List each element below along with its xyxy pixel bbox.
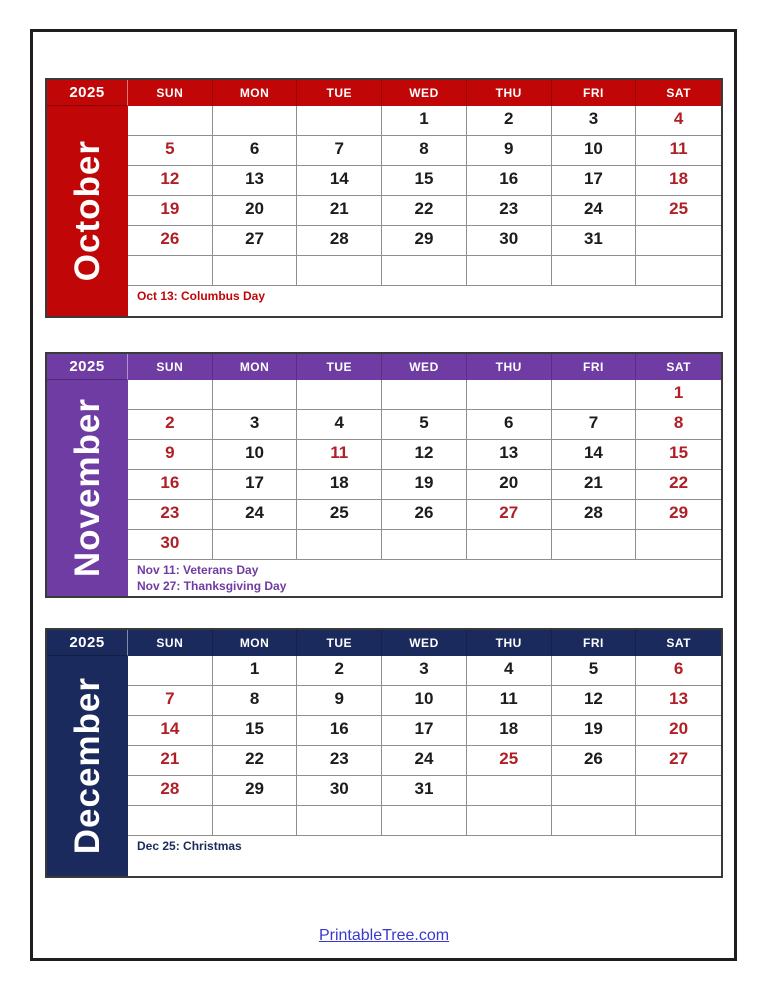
november-header-row <box>47 354 721 380</box>
date-cell-5: 5 <box>552 656 637 686</box>
october-calendar <box>45 78 723 318</box>
date-cell-empty <box>467 806 552 836</box>
date-cell-19: 19 <box>382 470 467 500</box>
date-cell-empty <box>552 256 637 286</box>
date-cell-22: 22 <box>213 746 298 776</box>
date-cell-20: 20 <box>213 196 298 226</box>
december-calendar <box>45 628 723 878</box>
date-cell-12: 12 <box>128 166 213 196</box>
date-cell-25: 25 <box>297 500 382 530</box>
date-cell-4: 4 <box>467 656 552 686</box>
date-cell-9: 9 <box>297 686 382 716</box>
date-cell-empty <box>297 380 382 410</box>
date-cell-empty <box>213 806 298 836</box>
date-cell-empty <box>467 776 552 806</box>
date-cell-empty <box>297 530 382 560</box>
year-label: 2025 <box>47 80 128 106</box>
weekday-label-tue: TUE <box>297 630 382 656</box>
date-cell-empty <box>128 806 213 836</box>
date-cell-16: 16 <box>128 470 213 500</box>
october-holiday-notes <box>128 286 721 316</box>
date-cell-25: 25 <box>636 196 721 226</box>
date-cell-2: 2 <box>128 410 213 440</box>
date-cell-1: 1 <box>636 380 721 410</box>
date-cell-19: 19 <box>128 196 213 226</box>
date-cell-24: 24 <box>213 500 298 530</box>
date-cell-29: 29 <box>213 776 298 806</box>
date-cell-30: 30 <box>297 776 382 806</box>
date-cell-empty <box>467 380 552 410</box>
date-cell-24: 24 <box>382 746 467 776</box>
date-cell-14: 14 <box>128 716 213 746</box>
november-calendar <box>45 352 723 598</box>
weekday-label-tue: TUE <box>297 80 382 106</box>
month-name-label: November <box>67 398 107 578</box>
weekday-label-thu: THU <box>467 80 552 106</box>
date-cell-17: 17 <box>552 166 637 196</box>
date-cell-21: 21 <box>297 196 382 226</box>
weekday-label-fri: FRI <box>552 80 637 106</box>
date-cell-empty <box>297 256 382 286</box>
date-cell-8: 8 <box>213 686 298 716</box>
month-name-label: October <box>67 140 107 282</box>
year-label: 2025 <box>47 354 128 380</box>
date-cell-empty <box>382 380 467 410</box>
november-holiday-notes <box>128 560 721 596</box>
date-cell-empty <box>636 776 721 806</box>
date-cell-8: 8 <box>636 410 721 440</box>
date-cell-22: 22 <box>636 470 721 500</box>
weekday-label-wed: WED <box>382 354 467 380</box>
date-cell-empty <box>213 380 298 410</box>
date-cell-1: 1 <box>382 106 467 136</box>
date-cell-30: 30 <box>128 530 213 560</box>
date-cell-26: 26 <box>382 500 467 530</box>
october-month-column <box>47 106 128 316</box>
date-cell-empty <box>128 106 213 136</box>
december-header-row <box>47 630 721 656</box>
date-cell-11: 11 <box>467 686 552 716</box>
date-cell-17: 17 <box>213 470 298 500</box>
date-cell-16: 16 <box>467 166 552 196</box>
date-cell-25: 25 <box>467 746 552 776</box>
date-cell-empty <box>552 806 637 836</box>
month-name-label: December <box>67 677 107 855</box>
date-cell-26: 26 <box>128 226 213 256</box>
november-date-grid <box>128 380 721 560</box>
december-holiday-notes <box>128 836 721 876</box>
date-cell-empty <box>552 380 637 410</box>
date-cell-2: 2 <box>467 106 552 136</box>
date-cell-9: 9 <box>128 440 213 470</box>
weekday-label-sun: SUN <box>128 354 213 380</box>
date-cell-28: 28 <box>552 500 637 530</box>
date-cell-18: 18 <box>636 166 721 196</box>
date-cell-empty <box>467 256 552 286</box>
date-cell-5: 5 <box>382 410 467 440</box>
date-cell-19: 19 <box>552 716 637 746</box>
date-cell-21: 21 <box>128 746 213 776</box>
date-cell-1: 1 <box>213 656 298 686</box>
date-cell-10: 10 <box>552 136 637 166</box>
date-cell-3: 3 <box>552 106 637 136</box>
date-cell-27: 27 <box>213 226 298 256</box>
date-cell-9: 9 <box>467 136 552 166</box>
date-cell-11: 11 <box>297 440 382 470</box>
date-cell-empty <box>213 530 298 560</box>
date-cell-20: 20 <box>636 716 721 746</box>
date-cell-15: 15 <box>213 716 298 746</box>
date-cell-23: 23 <box>467 196 552 226</box>
date-cell-15: 15 <box>382 166 467 196</box>
footer-link[interactable]: PrintableTree.com <box>318 927 450 944</box>
holiday-note: Nov 11: Veterans Day <box>137 563 259 577</box>
date-cell-23: 23 <box>297 746 382 776</box>
date-cell-7: 7 <box>128 686 213 716</box>
holiday-note: Oct 13: Columbus Day <box>137 289 266 303</box>
weekday-label-fri: FRI <box>552 630 637 656</box>
footer <box>0 927 768 945</box>
weekday-label-mon: MON <box>213 630 298 656</box>
weekday-label-thu: THU <box>467 630 552 656</box>
date-cell-empty <box>382 530 467 560</box>
date-cell-4: 4 <box>297 410 382 440</box>
weekday-label-fri: FRI <box>552 354 637 380</box>
date-cell-20: 20 <box>467 470 552 500</box>
date-cell-empty <box>636 806 721 836</box>
date-cell-14: 14 <box>297 166 382 196</box>
date-cell-7: 7 <box>297 136 382 166</box>
date-cell-31: 31 <box>552 226 637 256</box>
date-cell-14: 14 <box>552 440 637 470</box>
october-header-row <box>47 80 721 106</box>
date-cell-18: 18 <box>467 716 552 746</box>
date-cell-13: 13 <box>213 166 298 196</box>
weekday-label-sun: SUN <box>128 80 213 106</box>
date-cell-15: 15 <box>636 440 721 470</box>
date-cell-12: 12 <box>382 440 467 470</box>
date-cell-8: 8 <box>382 136 467 166</box>
date-cell-empty <box>382 256 467 286</box>
date-cell-empty <box>128 256 213 286</box>
date-cell-30: 30 <box>467 226 552 256</box>
date-cell-28: 28 <box>128 776 213 806</box>
date-cell-29: 29 <box>382 226 467 256</box>
date-cell-10: 10 <box>382 686 467 716</box>
date-cell-27: 27 <box>467 500 552 530</box>
weekday-label-wed: WED <box>382 630 467 656</box>
october-date-grid <box>128 106 721 286</box>
date-cell-6: 6 <box>636 656 721 686</box>
weekday-label-sat: SAT <box>666 636 691 650</box>
date-cell-27: 27 <box>636 746 721 776</box>
date-cell-13: 13 <box>636 686 721 716</box>
date-cell-22: 22 <box>382 196 467 226</box>
date-cell-6: 6 <box>213 136 298 166</box>
date-cell-2: 2 <box>297 656 382 686</box>
date-cell-28: 28 <box>297 226 382 256</box>
date-cell-10: 10 <box>213 440 298 470</box>
holiday-note: Nov 27: Thanksgiving Day <box>137 578 287 593</box>
date-cell-empty <box>213 106 298 136</box>
weekday-label-wed: WED <box>382 80 467 106</box>
weekday-label-sat: SAT <box>666 360 691 374</box>
date-cell-13: 13 <box>467 440 552 470</box>
holiday-note: Dec 25: Christmas <box>137 839 242 853</box>
date-cell-empty <box>297 106 382 136</box>
date-cell-26: 26 <box>552 746 637 776</box>
date-cell-17: 17 <box>382 716 467 746</box>
date-cell-empty <box>128 380 213 410</box>
december-month-column <box>47 656 128 876</box>
date-cell-empty <box>297 806 382 836</box>
weekday-label-mon: MON <box>213 354 298 380</box>
date-cell-11: 11 <box>636 136 721 166</box>
date-cell-empty <box>552 776 637 806</box>
weekday-label-thu: THU <box>467 354 552 380</box>
weekday-label-sun: SUN <box>128 630 213 656</box>
date-cell-23: 23 <box>128 500 213 530</box>
date-cell-empty <box>467 530 552 560</box>
date-cell-3: 3 <box>382 656 467 686</box>
date-cell-empty <box>636 256 721 286</box>
weekday-label-mon: MON <box>213 80 298 106</box>
date-cell-31: 31 <box>382 776 467 806</box>
date-cell-5: 5 <box>128 136 213 166</box>
date-cell-3: 3 <box>213 410 298 440</box>
date-cell-4: 4 <box>636 106 721 136</box>
november-month-column <box>47 380 128 596</box>
date-cell-empty <box>128 656 213 686</box>
date-cell-6: 6 <box>467 410 552 440</box>
date-cell-empty <box>382 806 467 836</box>
date-cell-empty <box>636 530 721 560</box>
date-cell-empty <box>636 226 721 256</box>
weekday-label-tue: TUE <box>297 354 382 380</box>
december-date-grid <box>128 656 721 836</box>
date-cell-empty <box>552 530 637 560</box>
date-cell-29: 29 <box>636 500 721 530</box>
date-cell-24: 24 <box>552 196 637 226</box>
date-cell-18: 18 <box>297 470 382 500</box>
date-cell-7: 7 <box>552 410 637 440</box>
date-cell-12: 12 <box>552 686 637 716</box>
year-label: 2025 <box>47 630 128 656</box>
date-cell-21: 21 <box>552 470 637 500</box>
date-cell-16: 16 <box>297 716 382 746</box>
date-cell-empty <box>213 256 298 286</box>
weekday-label-sat: SAT <box>666 86 691 100</box>
